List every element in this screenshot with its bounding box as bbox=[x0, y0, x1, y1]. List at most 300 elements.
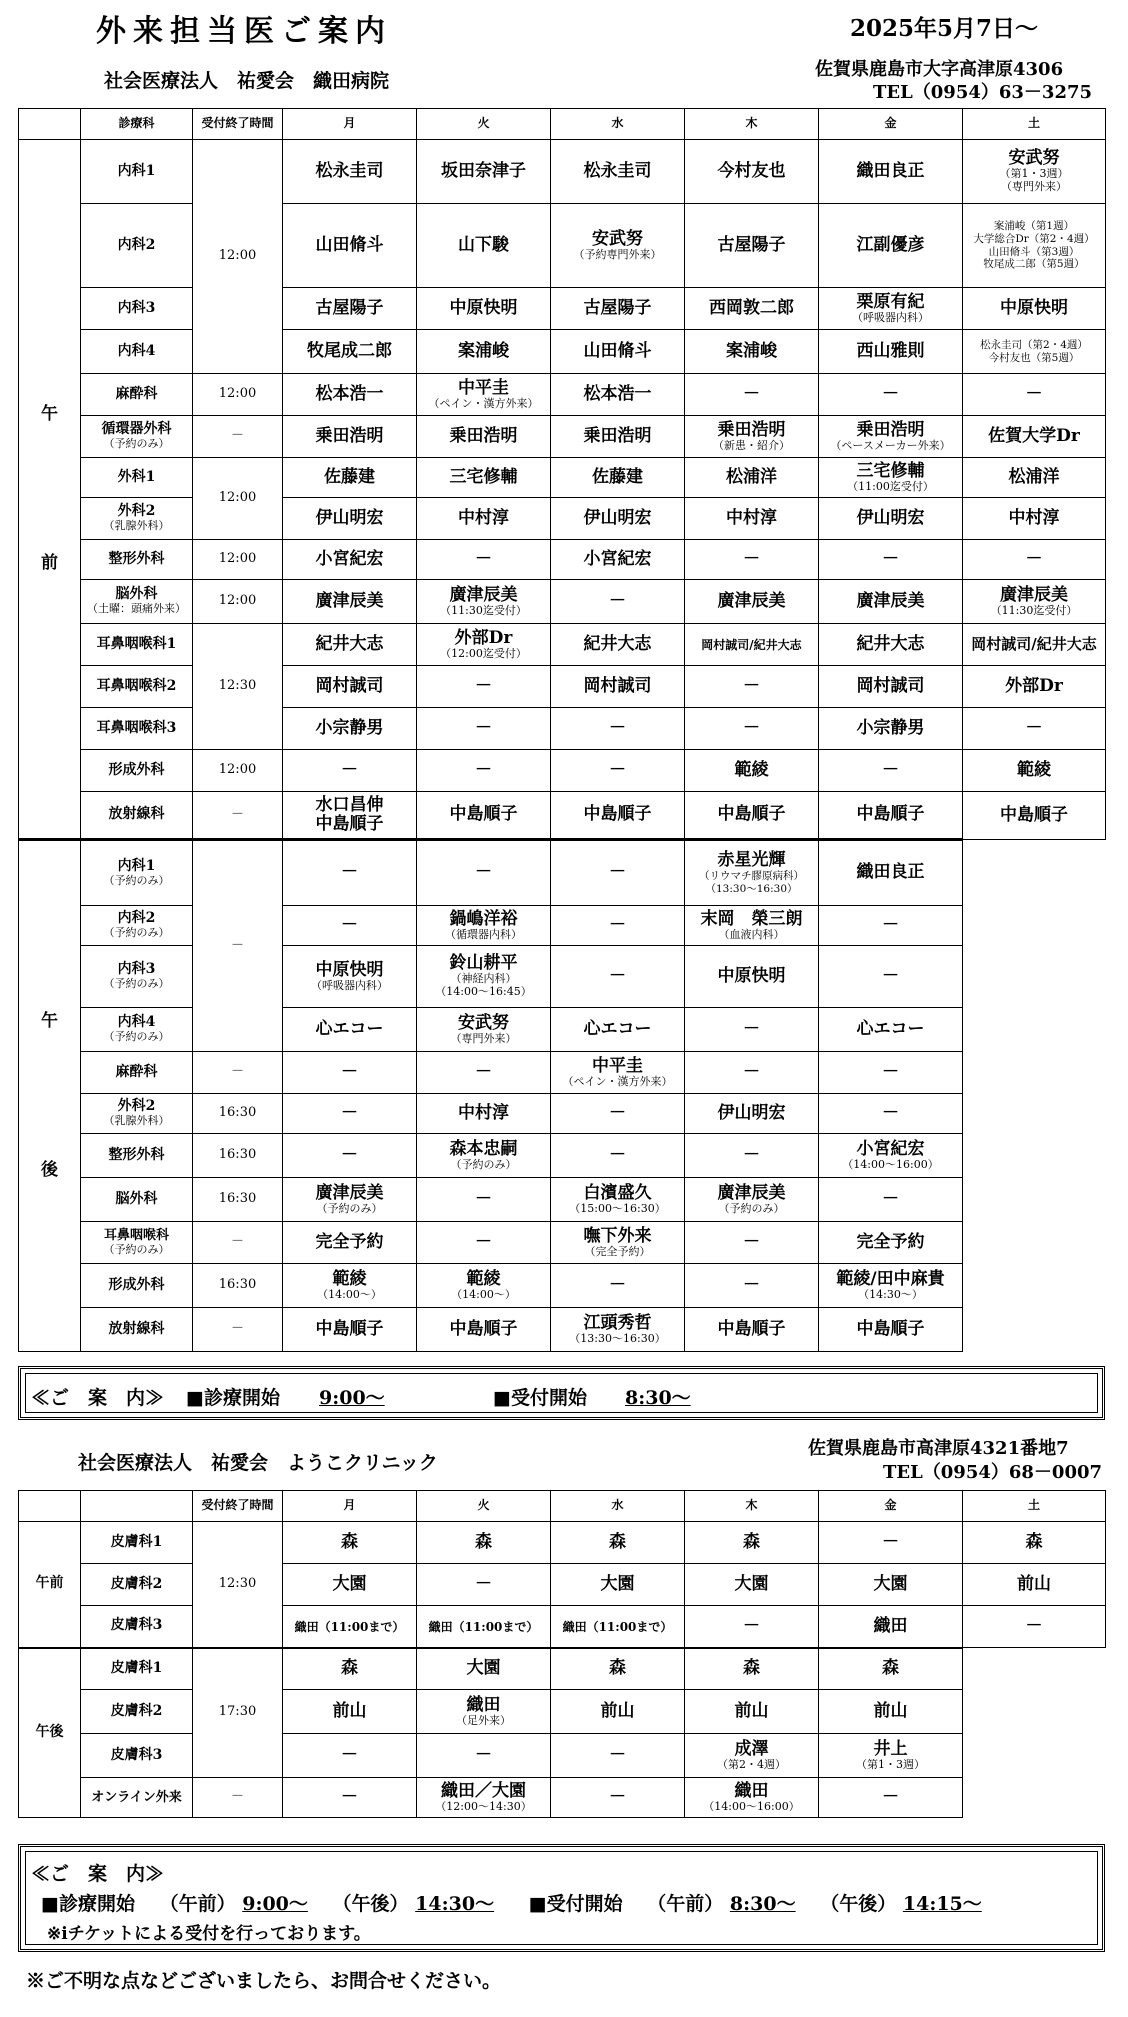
iticket-note: ※iチケットによる受付を行っております。 bbox=[47, 1924, 371, 1944]
pm-consult-time: 14:30～ bbox=[415, 1893, 495, 1915]
note: 案浦峻（第1週） bbox=[993, 220, 1075, 233]
cell: － bbox=[685, 1052, 819, 1094]
note: （予約のみ） bbox=[316, 1201, 383, 1215]
time-clinic-am: 12:30 bbox=[193, 1522, 283, 1648]
dept-ortho: 整形外科 bbox=[81, 540, 193, 580]
cell: 紀井大志 bbox=[819, 624, 963, 666]
cell: － bbox=[417, 750, 551, 792]
cell bbox=[685, 906, 819, 946]
dept-name: 内科2 bbox=[117, 910, 156, 927]
clinic-schedule-table bbox=[18, 1490, 1106, 1818]
doctor: 小宮紀宏 bbox=[856, 1138, 925, 1159]
cell: 中島順子 bbox=[417, 1308, 551, 1352]
cell bbox=[685, 1178, 819, 1222]
note: （14:00～16:45） bbox=[435, 985, 532, 999]
doctor: 三宅修輔 bbox=[856, 460, 925, 481]
cell: 小宮紀宏 bbox=[551, 540, 685, 580]
cell: 紀井大志 bbox=[551, 624, 685, 666]
empty-cell bbox=[963, 1052, 1106, 1094]
time-neuro: 12:00 bbox=[193, 580, 283, 624]
dept-pm-derm3: 皮膚科3 bbox=[81, 1734, 193, 1778]
notice-title: ≪ご 案 内≫ bbox=[31, 1387, 165, 1409]
cell: － bbox=[685, 708, 819, 750]
doctor: 江頭秀哲 bbox=[583, 1312, 652, 1333]
dept-derm1: 皮膚科1 bbox=[81, 1522, 193, 1564]
cell: － bbox=[551, 1264, 685, 1308]
cell: － bbox=[963, 708, 1106, 750]
header-wed: 水 bbox=[551, 1491, 685, 1522]
cell: － bbox=[283, 1734, 417, 1778]
time-radio: － bbox=[193, 792, 283, 840]
header-fri: 金 bbox=[819, 109, 963, 140]
empty-cell bbox=[963, 906, 1106, 946]
dept-int1: 内科1 bbox=[81, 140, 193, 204]
cell: 大園 bbox=[819, 1564, 963, 1606]
note: （ペイン・漢方外来） bbox=[428, 396, 539, 410]
cell: － bbox=[819, 750, 963, 792]
cell: － bbox=[417, 666, 551, 708]
time-pm-ortho: 16:30 bbox=[193, 1134, 283, 1178]
clinic-section-am: 午前 bbox=[19, 1522, 81, 1648]
cell: 乗田浩明 bbox=[283, 416, 417, 458]
cell: － bbox=[551, 946, 685, 1008]
cell: － bbox=[685, 540, 819, 580]
clinic-tel: TEL（0954）68－0007 bbox=[883, 1462, 1103, 1483]
header-thu: 木 bbox=[685, 109, 819, 140]
section-morning-label-1: 午 bbox=[41, 403, 58, 424]
dept-pm-derm1: 皮膚科1 bbox=[81, 1648, 193, 1690]
note: （乳腺外科） bbox=[103, 519, 170, 533]
cell bbox=[283, 1178, 417, 1222]
note: （15:00～16:30） bbox=[569, 1201, 666, 1215]
note: （土曜：頭痛外来） bbox=[87, 602, 186, 616]
cell: 今村友也 bbox=[685, 140, 819, 204]
dept-pm-ortho: 整形外科 bbox=[81, 1134, 193, 1178]
cell bbox=[417, 1690, 551, 1734]
cell: 大園 bbox=[417, 1648, 551, 1690]
cell: 範綾 bbox=[963, 750, 1106, 792]
cell: 廣津辰美 bbox=[685, 580, 819, 624]
am-consult-time: 9:00～ bbox=[242, 1893, 308, 1915]
dept-name: 外科2 bbox=[117, 1098, 156, 1115]
cell bbox=[417, 374, 551, 416]
doctor: 中平圭 bbox=[458, 377, 509, 398]
cell bbox=[283, 1606, 417, 1648]
cell: 森 bbox=[685, 1648, 819, 1690]
dept-cardio bbox=[81, 416, 193, 458]
cell: 前山 bbox=[819, 1690, 963, 1734]
cell: 伊山明宏 bbox=[283, 498, 417, 540]
doctor: 鈴山耕平 bbox=[449, 953, 518, 974]
cell bbox=[963, 330, 1106, 374]
footer-note: ※ご不明な点などございましたら、お問合せください。 bbox=[26, 1970, 502, 1992]
cell: 森 bbox=[685, 1522, 819, 1564]
time-pm-surg2: 16:30 bbox=[193, 1094, 283, 1134]
note: （第2・4週） bbox=[717, 1757, 786, 1771]
clinic-section-pm: 午後 bbox=[19, 1648, 81, 1818]
cell: － bbox=[963, 1606, 1106, 1648]
cell: 西岡敦二郎 bbox=[685, 288, 819, 330]
cell bbox=[685, 1778, 819, 1818]
note: （予約のみ） bbox=[103, 437, 170, 451]
empty-cell bbox=[963, 1734, 1106, 1778]
time-ent: 12:30 bbox=[193, 624, 283, 750]
cell bbox=[819, 1264, 963, 1308]
cell: 中島順子 bbox=[685, 792, 819, 840]
cell bbox=[417, 946, 551, 1008]
cell: 中村淳 bbox=[417, 498, 551, 540]
doctor: 廣津辰美 bbox=[1000, 584, 1068, 605]
time-pm-radio: － bbox=[193, 1308, 283, 1352]
note: （14:00～） bbox=[451, 1287, 516, 1301]
dept-derm3: 皮膚科3 bbox=[81, 1606, 193, 1648]
cell: － bbox=[819, 1778, 963, 1818]
dept-pm-derm2: 皮膚科2 bbox=[81, 1690, 193, 1734]
dept-name: 内科3 bbox=[117, 961, 156, 978]
note: （完全予約） bbox=[584, 1244, 651, 1258]
cell: － bbox=[685, 374, 819, 416]
cell: 森 bbox=[417, 1522, 551, 1564]
cell: 廣津辰美 bbox=[283, 580, 417, 624]
note: （14:00～16:00） bbox=[842, 1157, 939, 1171]
section-afternoon bbox=[19, 840, 81, 1352]
reception-label: ■受付開始 bbox=[528, 1893, 623, 1915]
pm-reception-time: 14:15～ bbox=[902, 1893, 982, 1915]
dept-name: オンライン外来 bbox=[91, 1789, 182, 1805]
dept-radio: 放射線科 bbox=[81, 792, 193, 840]
note: 松永圭司（第2・4週） bbox=[980, 338, 1088, 351]
consult-line bbox=[41, 1889, 982, 1916]
cell: － bbox=[283, 1134, 417, 1178]
header-sat: 土 bbox=[963, 109, 1106, 140]
cell: － bbox=[819, 540, 963, 580]
time-pm-neuro: 16:30 bbox=[193, 1178, 283, 1222]
empty-cell bbox=[963, 840, 1106, 906]
cell: － bbox=[685, 1264, 819, 1308]
pm-label: （午後） bbox=[820, 1893, 897, 1915]
note: （14:00～） bbox=[317, 1287, 382, 1301]
cell: 中村淳 bbox=[417, 1094, 551, 1134]
cell: － bbox=[819, 946, 963, 1008]
cell: 中島順子 bbox=[963, 792, 1106, 840]
cell: － bbox=[551, 1734, 685, 1778]
dept-name: 耳鼻咽喉科 bbox=[103, 1228, 169, 1244]
cell: 山下駿 bbox=[417, 204, 551, 288]
doctor: 成澤 bbox=[734, 1738, 769, 1759]
time-online: － bbox=[193, 1778, 283, 1818]
time-ortho: 12:00 bbox=[193, 540, 283, 580]
empty-cell bbox=[963, 1264, 1106, 1308]
empty-cell bbox=[963, 1690, 1106, 1734]
cell: － bbox=[551, 580, 685, 624]
cell: － bbox=[551, 1094, 685, 1134]
cell: 案浦峻 bbox=[685, 330, 819, 374]
doctor: 水口昌伸 bbox=[315, 794, 384, 815]
cell bbox=[551, 204, 685, 288]
note: （新患・紹介） bbox=[713, 438, 790, 452]
dept-pm-int1 bbox=[81, 840, 193, 906]
dept-pm-plastic: 形成外科 bbox=[81, 1264, 193, 1308]
note: （専門外来） bbox=[1001, 180, 1067, 194]
cell: 小宗静男 bbox=[283, 708, 417, 750]
note: （予約のみ） bbox=[103, 977, 170, 991]
cell: － bbox=[685, 1008, 819, 1052]
cell bbox=[551, 1052, 685, 1094]
cell: 中村淳 bbox=[963, 498, 1106, 540]
cell: 牧尾成二郎 bbox=[283, 330, 417, 374]
doctor: 白濱盛久 bbox=[583, 1182, 652, 1203]
cell bbox=[551, 1178, 685, 1222]
dept-derm2: 皮膚科2 bbox=[81, 1564, 193, 1606]
cell: 廣津辰美 bbox=[819, 580, 963, 624]
cell bbox=[963, 140, 1106, 204]
note: （専門外来） bbox=[450, 1031, 517, 1045]
dept-pm-int2 bbox=[81, 906, 193, 946]
cell: 森 bbox=[283, 1648, 417, 1690]
note: （ペイン・漢方外来） bbox=[562, 1074, 673, 1088]
empty-cell bbox=[963, 946, 1106, 1008]
dept-surg2 bbox=[81, 498, 193, 540]
cell: － bbox=[283, 840, 417, 906]
cell bbox=[417, 1778, 551, 1818]
cell: 森 bbox=[283, 1522, 417, 1564]
cell: 岡村誠司 bbox=[819, 666, 963, 708]
dept-int4: 内科4 bbox=[81, 330, 193, 374]
cell bbox=[819, 1734, 963, 1778]
dept-neuro bbox=[81, 580, 193, 624]
am-label: （午前） bbox=[647, 1893, 724, 1915]
cell: 山田脩斗 bbox=[551, 330, 685, 374]
header-wed: 水 bbox=[551, 109, 685, 140]
doctor: 岡村誠司/紀井大志 bbox=[701, 637, 802, 652]
doctor: 中原快明 bbox=[315, 959, 384, 980]
cell: 松永圭司 bbox=[551, 140, 685, 204]
cell: 中島順子 bbox=[819, 1308, 963, 1352]
cell: － bbox=[819, 1522, 963, 1564]
cell bbox=[283, 1264, 417, 1308]
cell: － bbox=[819, 906, 963, 946]
cell: － bbox=[417, 708, 551, 750]
note: （呼吸器内科） bbox=[311, 978, 388, 992]
cell: 紀井大志 bbox=[283, 624, 417, 666]
am-reception-time: 8:30～ bbox=[729, 1893, 796, 1915]
note: （血液内科） bbox=[718, 927, 785, 941]
reception-time: 8:30～ bbox=[625, 1387, 691, 1409]
cell bbox=[963, 204, 1106, 288]
header-mon: 月 bbox=[283, 109, 417, 140]
cell: 中島順子 bbox=[417, 792, 551, 840]
note: （乳腺外科） bbox=[103, 1114, 170, 1128]
cell: － bbox=[819, 1094, 963, 1134]
cell: 松浦洋 bbox=[963, 458, 1106, 498]
cell bbox=[963, 624, 1106, 666]
dept-name: 脳外科 bbox=[115, 586, 158, 603]
cell bbox=[417, 624, 551, 666]
doctor: 乗田浩明 bbox=[856, 419, 925, 440]
cell: 範綾 bbox=[685, 750, 819, 792]
empty-cell bbox=[963, 1308, 1106, 1352]
time-pm-ent: － bbox=[193, 1222, 283, 1264]
cell: 外部Dr bbox=[963, 666, 1106, 708]
section-morning-label-2: 前 bbox=[41, 553, 58, 573]
dept-name: 内科4 bbox=[117, 1014, 156, 1031]
cell: － bbox=[551, 708, 685, 750]
cell: － bbox=[417, 1052, 551, 1094]
cell: 中原快明 bbox=[963, 288, 1106, 330]
empty-cell bbox=[963, 1648, 1106, 1690]
empty-cell bbox=[963, 1778, 1106, 1818]
time-clinic-pm: 17:30 bbox=[193, 1648, 283, 1778]
cell: － bbox=[551, 906, 685, 946]
cell: 古屋陽子 bbox=[685, 204, 819, 288]
doctor: 鍋嶋洋裕 bbox=[449, 908, 518, 929]
section-afternoon-label-1: 午 bbox=[41, 1010, 58, 1031]
dept-ent3: 耳鼻咽喉科3 bbox=[81, 708, 193, 750]
cell: 案浦峻 bbox=[417, 330, 551, 374]
note: （ペースメーカー外来） bbox=[830, 438, 951, 452]
cell: 心エコー bbox=[551, 1008, 685, 1052]
header-tue: 火 bbox=[417, 1491, 551, 1522]
cell: 大園 bbox=[685, 1564, 819, 1606]
cell: 中村淳 bbox=[685, 498, 819, 540]
notice-box-hospital bbox=[18, 1366, 1105, 1420]
header-dept: 診療科 bbox=[81, 109, 193, 140]
cell: 完全予約 bbox=[819, 1222, 963, 1264]
cell: 小宮紀宏 bbox=[283, 540, 417, 580]
cell: 松本浩一 bbox=[283, 374, 417, 416]
cell bbox=[417, 1008, 551, 1052]
cell: 乗田浩明 bbox=[417, 416, 551, 458]
notice-title: ≪ご 案 内≫ bbox=[31, 1863, 165, 1885]
cell: 坂田奈津子 bbox=[417, 140, 551, 204]
cell bbox=[417, 1606, 551, 1648]
note: （第1・3週） bbox=[856, 1757, 925, 1771]
doctor: 赤星光輝 bbox=[717, 849, 786, 870]
cell: 岡村誠司 bbox=[551, 666, 685, 708]
cell: 西山雅則 bbox=[819, 330, 963, 374]
cell: 完全予約 bbox=[283, 1222, 417, 1264]
cell: － bbox=[551, 750, 685, 792]
hospital-address: 佐賀県鹿島市大字高津原4306 bbox=[815, 59, 1064, 80]
note: （予約のみ） bbox=[103, 1243, 170, 1257]
note: （予約のみ） bbox=[103, 1030, 170, 1044]
hospital-name: 社会医療法人 祐愛会 織田病院 bbox=[104, 70, 390, 92]
note: （11:30迄受付） bbox=[990, 603, 1078, 617]
cell: － bbox=[685, 1134, 819, 1178]
note: （神経内科） bbox=[450, 972, 517, 986]
note: （12:00～14:30） bbox=[435, 1799, 532, 1813]
hospital-schedule-table bbox=[18, 108, 1106, 1352]
cell bbox=[819, 458, 963, 498]
empty-cell bbox=[963, 1008, 1106, 1052]
cell: 江副優彦 bbox=[819, 204, 963, 288]
time-pm-int: － bbox=[193, 840, 283, 1052]
note: （循環器内科） bbox=[445, 927, 522, 941]
header-time: 受付終了時間 bbox=[193, 109, 283, 140]
cell: 山田脩斗 bbox=[283, 204, 417, 288]
dept-name: 循環器外科 bbox=[101, 421, 172, 438]
note: 今村友也（第5週） bbox=[988, 351, 1080, 364]
empty-cell bbox=[963, 1178, 1106, 1222]
doctor: 嘸下外来 bbox=[583, 1225, 652, 1246]
doctor: 井上 bbox=[873, 1738, 908, 1759]
empty-cell bbox=[963, 1222, 1106, 1264]
cell bbox=[963, 580, 1106, 624]
cell: 伊山明宏 bbox=[685, 1094, 819, 1134]
header-blank bbox=[81, 1491, 193, 1522]
dept-name: 外科2 bbox=[117, 503, 156, 520]
cell: 前山 bbox=[685, 1690, 819, 1734]
cell: 中原快明 bbox=[417, 288, 551, 330]
note: （足外来） bbox=[456, 1713, 511, 1727]
dept-pm-int3 bbox=[81, 946, 193, 1008]
cell: 伊山明宏 bbox=[819, 498, 963, 540]
cell bbox=[551, 1606, 685, 1648]
cell: 佐藤建 bbox=[283, 458, 417, 498]
dept-ent2: 耳鼻咽喉科2 bbox=[81, 666, 193, 708]
cell: 三宅修輔 bbox=[417, 458, 551, 498]
note: 山田脩斗（第3週） bbox=[988, 245, 1080, 258]
cell bbox=[819, 288, 963, 330]
hospital-tel: TEL（0954）63－3275 bbox=[873, 82, 1093, 103]
cell: － bbox=[417, 540, 551, 580]
cell bbox=[685, 416, 819, 458]
cell: － bbox=[417, 1564, 551, 1606]
dept-anes: 麻酔科 bbox=[81, 374, 193, 416]
doctor: 織田 bbox=[734, 1780, 769, 1801]
cell: 森 bbox=[819, 1648, 963, 1690]
cell: － bbox=[417, 1222, 551, 1264]
cell: 松本浩一 bbox=[551, 374, 685, 416]
note: （予約のみ） bbox=[450, 1157, 517, 1171]
cell: － bbox=[283, 1778, 417, 1818]
cell: － bbox=[551, 1778, 685, 1818]
cell bbox=[685, 840, 819, 906]
time-cardio: － bbox=[193, 416, 283, 458]
notice-box-clinic bbox=[18, 1844, 1105, 1952]
note: （13:30～16:30） bbox=[705, 882, 798, 895]
note: （リウマチ膠原病科） bbox=[699, 869, 804, 882]
consult-time: 9:00～ bbox=[319, 1387, 385, 1409]
note: （予約のみ） bbox=[718, 1201, 785, 1215]
dept-pm-ent bbox=[81, 1222, 193, 1264]
cell: 古屋陽子 bbox=[551, 288, 685, 330]
dept-int2: 内科2 bbox=[81, 204, 193, 288]
note: （12:00迄受付） bbox=[440, 646, 527, 660]
cell: 森 bbox=[551, 1522, 685, 1564]
doctor: 織田（11:00まで） bbox=[562, 1619, 673, 1634]
cell: 佐藤建 bbox=[551, 458, 685, 498]
doctor: 範綾/田中麻貴 bbox=[836, 1268, 945, 1289]
reception-label: ■受付開始 bbox=[493, 1387, 587, 1409]
cell bbox=[283, 946, 417, 1008]
cell: 松永圭司 bbox=[283, 140, 417, 204]
doctor: 中島順子 bbox=[315, 814, 384, 834]
cell: － bbox=[819, 1178, 963, 1222]
note: （14:00～16:00） bbox=[703, 1799, 800, 1813]
cell bbox=[551, 1308, 685, 1352]
cell bbox=[417, 906, 551, 946]
header-blank bbox=[19, 1491, 81, 1522]
cell: 中島順子 bbox=[819, 792, 963, 840]
time-int: 12:00 bbox=[193, 140, 283, 374]
note: （第1・3週） bbox=[999, 167, 1069, 181]
cell: － bbox=[819, 1052, 963, 1094]
dept-pm-neuro: 脳外科 bbox=[81, 1178, 193, 1222]
time-anes: 12:00 bbox=[193, 374, 283, 416]
cell: 前山 bbox=[963, 1564, 1106, 1606]
cell: 乗田浩明 bbox=[551, 416, 685, 458]
